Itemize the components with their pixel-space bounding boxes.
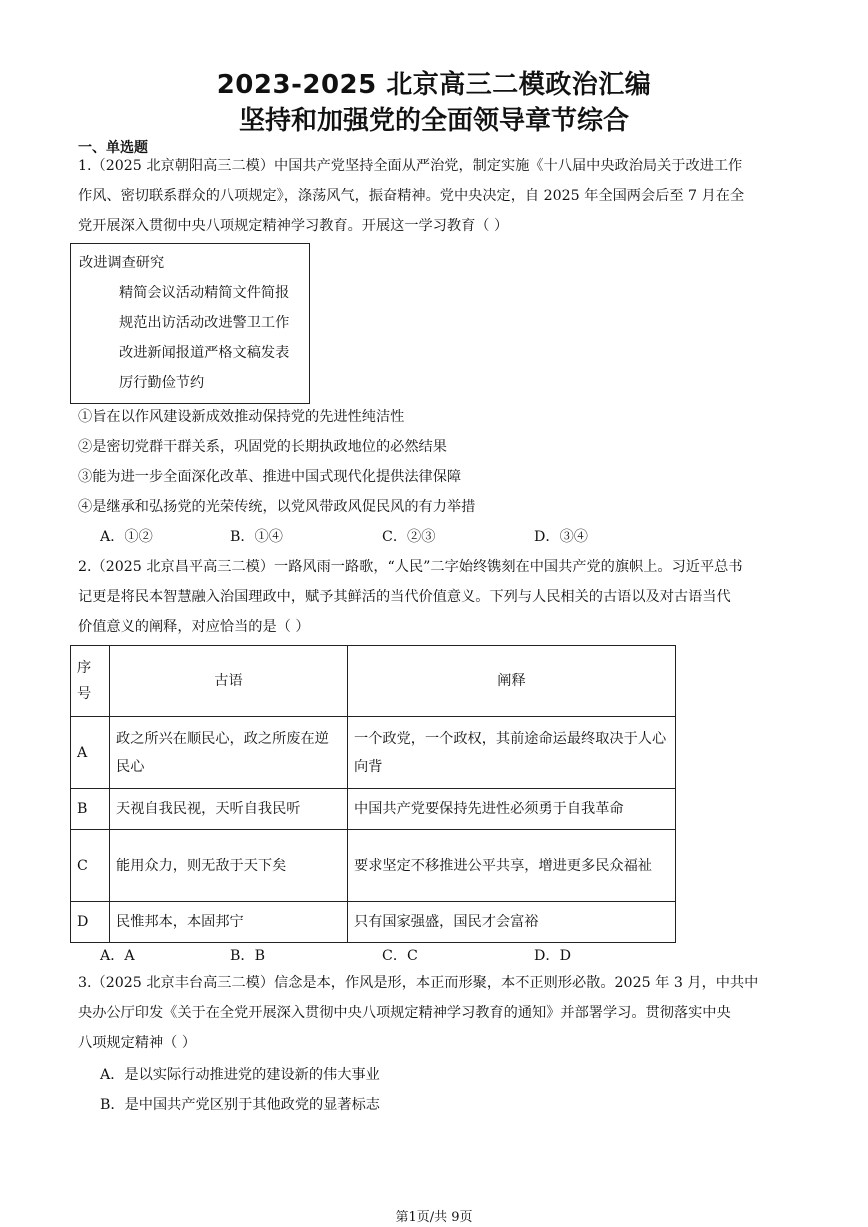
option-c: C．②③ (382, 529, 436, 545)
q1-statement-4: ④是继承和弘扬党的光荣传统，以党风带政风促民风的有力举措 (78, 499, 476, 515)
document-title-line1: 2023-2025 北京高三二模政治汇编 (216, 70, 652, 100)
row-saying: 能用众力，则无敌于天下矣 (110, 830, 348, 902)
row-saying: 民惟邦本，本固邦宁 (110, 902, 348, 943)
row-saying: 政之所兴在顺民心，政之所废在逆民心 (110, 717, 348, 789)
box-item: 规范出访活动改进警卫工作 (119, 315, 290, 331)
q2-table (70, 645, 676, 943)
option-a: A．A (100, 948, 135, 964)
q3-text-line3: 八项规定精神（ ） (78, 1035, 197, 1051)
q1-text-line3: 党开展深入贯彻中央八项规定精神学习教育。开展这一学习教育（ ） (78, 218, 509, 234)
q1-statement-1: ①旨在以作风建设新成效推动保持党的先进性纯洁性 (78, 409, 405, 425)
box-item: 改进调查研究 (79, 255, 165, 271)
q1-statement-3: ③能为进一步全面深化改革、推进中国式现代化提供法律保障 (78, 469, 462, 485)
row-explanation: 要求坚定不移推进公平共享，增进更多民众福祉 (348, 830, 676, 902)
q3-option-a: A．是以实际行动推进党的建设新的伟大事业 (100, 1067, 380, 1083)
q2-text-line3: 价值意义的阐释，对应恰当的是（ ） (78, 619, 310, 635)
table-row (71, 717, 676, 789)
q1-text-line2: 作风、密切联系群众的八项规定》，涤荡风气，振奋精神。党中央决定，自 2025 年全国两会后至 7 月在全 (78, 188, 745, 204)
q3-text-line2: 央办公厅印发《关于在全党开展深入贯彻中央八项规定精神学习教育的通知》并部署学习。贯彻落实中央 (78, 1005, 731, 1021)
table-header-row (71, 646, 676, 717)
row-label: A (71, 717, 110, 789)
table-row (71, 830, 676, 902)
table-row (71, 902, 676, 943)
document-title-line2: 坚持和加强党的全面领导章节综合 (238, 106, 629, 136)
option-d: D．D (534, 948, 571, 964)
q2-text-line2: 记更是将民本智慧融入治国理政中，赋予其鲜活的当代价值意义。下列与人民相关的古语以及对古语当代 (78, 589, 731, 605)
q1-statement-2: ②是密切党群干群关系，巩固党的长期执政地位的必然结果 (78, 439, 447, 455)
q3-text-line1: 3.（2025 北京丰台高三二模）信念是本，作风是形，本正而形聚，本不正则形必散。2025 年 3 月，中共中 (78, 975, 759, 991)
section-heading: 一、单选题 (78, 140, 148, 156)
table-row (71, 789, 676, 830)
option-b: B．①④ (230, 529, 283, 545)
row-label: B (71, 789, 110, 830)
row-explanation: 一个政党，一个政权，其前途命运最终取决于人心向背 (348, 717, 676, 789)
option-c: C．C (382, 948, 418, 964)
row-saying: 天视自我民视，天听自我民听 (110, 789, 348, 830)
page-footer: 第1页/共 9页 (395, 1210, 473, 1225)
option-b: B．B (230, 948, 266, 964)
header-explanation: 阐释 (348, 646, 676, 717)
q2-text-line1: 2.（2025 北京昌平高三二模）一路风雨一路歌，“人民”二字始终镌刻在中国共产党的旗帜上。习近平总书 (78, 559, 743, 575)
q1-material-box (70, 243, 310, 404)
row-label: D (71, 902, 110, 943)
box-item: 改进新闻报道严格文稿发表 (119, 345, 290, 361)
option-d: D．③④ (534, 529, 588, 545)
box-item: 厉行勤俭节约 (119, 375, 205, 391)
row-label: C (71, 830, 110, 902)
row-explanation: 只有国家强盛，国民才会富裕 (348, 902, 676, 943)
header-seq: 序号 (71, 646, 110, 717)
row-explanation: 中国共产党要保持先进性必须勇于自我革命 (348, 789, 676, 830)
q1-text-line1: 1.（2025 北京朝阳高三二模）中国共产党坚持全面从严治党，制定实施《十八届中央政治局关于改进工作 (78, 158, 743, 174)
box-item: 精简会议活动精简文件简报 (119, 285, 290, 301)
header-ancient-saying: 古语 (110, 646, 348, 717)
q3-option-b: B．是中国共产党区别于其他政党的显著标志 (100, 1097, 380, 1113)
option-a: A．①② (100, 529, 153, 545)
